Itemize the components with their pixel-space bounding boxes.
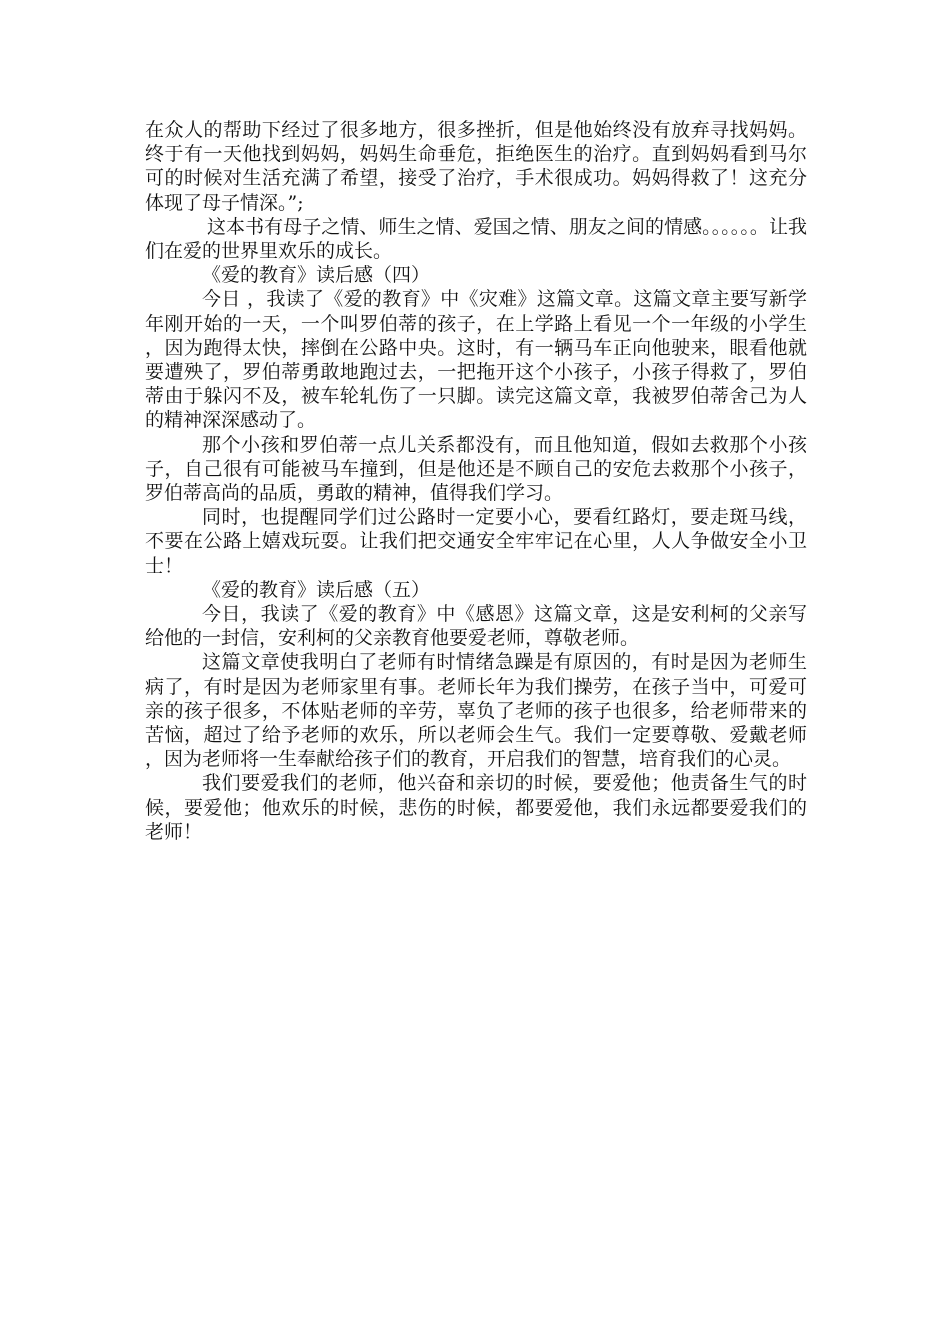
paragraph-love-teacher: 我们要爱我们的老师，他兴奋和亲切的时候，要爱他；他责备生气的时候，要爱他；他欢乐的时候，悲伤的时候，都要爱他，我们永远都要爱我们的老师！ [145,772,807,843]
paragraph-continuation: 在众人的帮助下经过了很多地方，很多挫折，但是他始终没有放弃寻找妈妈。终于有一天他找到妈妈，妈妈生命垂危，拒绝医生的治疗。直到妈妈看到马尔可的时候对生活充满了希望，接受了治疗，手术很成功。妈妈得救了！这充分体现了母子情深。”; [145,119,807,214]
paragraph-gratitude-lesson: 这篇文章使我明白了老师有时情绪急躁是有原因的，有时是因为老师生病了，有时是因为老师家里有事。老师长年为我们操劳，在孩子当中，可爱可亲的孩子很多，不体贴老师的辛劳，辜负了老师的孩子也很多，给老师带来的苦恼，超过了给予老师的欢乐，所以老师会生气。我们一定要尊敬、爱戴老师，因为老师将一生奉献给孩子们的教育，开启我们的智慧，培育我们的心灵。 [145,651,807,771]
document-body [145,118,807,844]
paragraph-disaster-story: 今日 ，我读了《爱的教育》中《灾难》这篇文章。这篇文章主要写新学年刚开始的一天，一个叫罗伯蒂的孩子，在上学路上看见一个一年级的小学生，因为跑得太快，摔倒在公路中央。这时，有一辆马车正向他驶来，眼看他就要遭殃了，罗伯蒂勇敢地跑过去，一把拖开这个小孩子，小孩子得救了，罗伯蒂由于躲闪不及，被车轮轧伤了一只脚。读完这篇文章，我被罗伯蒂舍己为人的精神深深感动了。 [145,288,807,432]
paragraph-disaster-reflection: 那个小孩和罗伯蒂一点儿关系都没有，而且他知道，假如去救那个小孩子，自己很有可能被马车撞到，但是他还是不顾自己的安危去救那个小孩子，罗伯蒂高尚的品质，勇敢的精神，值得我们学习。 [145,433,807,505]
paragraph-summary: 这本书有母子之情、师生之情、爱国之情、朋友之间的情感。。。。。。让我们在爱的世界里欢乐的成长。 [145,215,807,263]
section-heading-5: 《爱的教育》读后感（五） [202,578,431,601]
section-heading-4: 《爱的教育》读后感（四） [202,264,431,287]
paragraph-traffic-safety: 同时，也提醒同学们过公路时一定要小心，要看红路灯，要走斑马线，不要在公路上嬉戏玩耍。让我们把交通安全牢牢记在心里，人人争做安全小卫士！ [145,506,807,577]
paragraph-gratitude-intro: 今日，我读了《爱的教育》中《感恩》这篇文章，这是安利柯的父亲写给他的一封信，安利柯的父亲教育他要爱老师，尊敬老师。 [145,603,807,650]
